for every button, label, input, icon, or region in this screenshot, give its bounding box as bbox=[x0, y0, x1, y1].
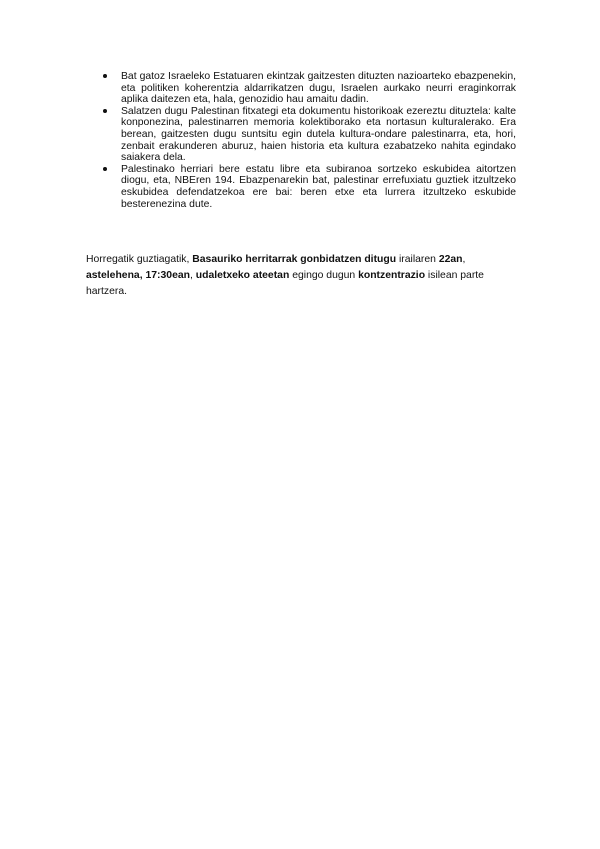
bullet-dot-icon bbox=[103, 106, 113, 118]
bullet-dot-icon bbox=[103, 164, 113, 176]
closing-event: kontzentrazio bbox=[358, 270, 426, 282]
closing-text: , bbox=[189, 270, 196, 282]
closing-day-time: astelehena, 17:30ean bbox=[86, 270, 190, 282]
bullet-text: Salatzen dugu Palestinan fitxategi eta dokumentu historikoak ezereztu dituztela: kalte konponezina, palestinarren memoria kolektiborako eta nortasun kulturalerako. Era berean, gaitzesten dugu suntsitu egin dutela kultura-ondare palestinarra, eta, hori, zenbait erakunderen aburuz, haien historia eta kultura ezabatzeko nahita egindako saiakera dela. bbox=[121, 105, 516, 164]
closing-date: 22an bbox=[438, 254, 463, 265]
closing-text: egingo dugun bbox=[289, 270, 359, 282]
closing-text: Horregatik guztiagatik, bbox=[86, 254, 193, 265]
closing-location: udaletxeko ateetan bbox=[195, 270, 290, 282]
bullet-dot-icon bbox=[103, 71, 113, 83]
bullet-item bbox=[103, 71, 516, 106]
bullet-text: Palestinako herriari bere estatu libre eta subiranoa sortzeko eskubidea aitortzen diogu, eta, NBEren 194. Ebazpenarekin bat, palestinar errefuxiatu guztiek itzultzeko eskubidea defendatzekoa ere bai: beren etxe eta lurrera itzultzeko eskubide besterenezina dute. bbox=[121, 163, 516, 210]
closing-text: , bbox=[462, 254, 466, 265]
bullet-item bbox=[103, 164, 516, 210]
bullet-list bbox=[103, 71, 516, 210]
closing-text: isilean parte hartzera. bbox=[86, 270, 484, 298]
bullet-item bbox=[103, 106, 516, 164]
closing-invitation: Basauriko herritarrak gonbidatzen ditugu bbox=[192, 254, 397, 265]
bullet-text: Bat gatoz Israeleko Estatuaren ekintzak gaitzesten dituzten nazioarteko ebazpenekin, eta politiken koherentzia aldarrikatzen dugu, Israelen aurkako neurri eraginkorrak aplika daitezen eta, hala, genozidio hau amaitu dadin. bbox=[121, 71, 516, 106]
closing-text: irailaren bbox=[396, 254, 439, 265]
closing-paragraph bbox=[86, 252, 518, 301]
